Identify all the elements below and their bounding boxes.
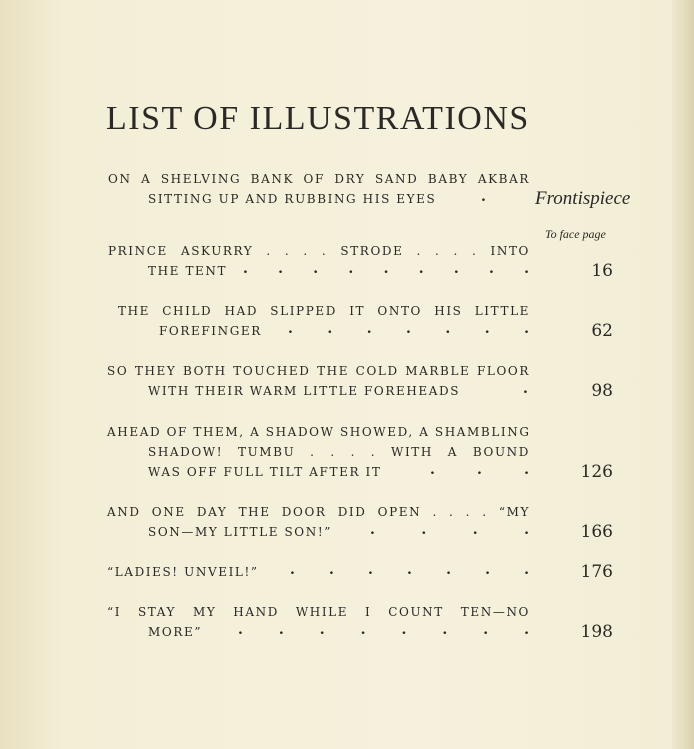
page-title: LIST OF ILLUSTRATIONS — [106, 100, 530, 137]
entry-8-line-2: MORE” — [148, 625, 203, 639]
entry-2-leader: . . . . . . . . . — [243, 261, 529, 277]
entry-4-line-1: SO THEY BOTH TOUCHED THE COLD MARBLE FLOOR — [107, 364, 530, 378]
entry-4-leader: . — [523, 381, 528, 397]
entry-5-line-2: SHADOW! TUMBU . . . . WITH A BOUND — [148, 445, 530, 459]
to-face-page-label: To face page — [545, 227, 606, 241]
entry-6-line-1: AND ONE DAY THE DOOR DID OPEN . . . . “MY — [107, 505, 530, 519]
entry-5-page: 126 — [580, 462, 613, 482]
entry-3-leader: . . . . . . . — [288, 321, 529, 337]
entry-3-line-1: THE CHILD HAD SLIPPED IT ONTO HIS LITTLE — [118, 304, 530, 318]
frontispiece-label: Frontispiece — [535, 188, 631, 209]
entry-4-line-2: WITH THEIR WARM LITTLE FOREHEADS — [148, 384, 461, 398]
entry-3-line-2: FOREFINGER — [159, 324, 262, 338]
entry-4-page: 98 — [591, 381, 613, 401]
entry-7-leader: . . . . . . . — [290, 562, 529, 578]
entry-7-page: 176 — [580, 562, 613, 582]
entry-5-line-1: AHEAD OF THEM, A SHADOW SHOWED, A SHAMBLING — [107, 425, 531, 439]
entry-1-line-1: ON A SHELVING BANK OF DRY SAND BABY AKBAR — [108, 172, 530, 186]
entry-7-line-1: “LADIES! UNVEIL!” — [107, 565, 259, 579]
entry-2-line-2: THE TENT — [148, 264, 228, 278]
entry-6-line-2: SON—MY LITTLE SON!” — [148, 525, 332, 539]
entry-2-line-1: PRINCE ASKURRY . . . . STRODE . . . . INTO — [108, 244, 530, 258]
entry-6-page: 166 — [580, 522, 613, 542]
entry-5-line-3: WAS OFF FULL TILT AFTER IT — [148, 465, 382, 479]
entry-5-leader: . . . — [430, 462, 529, 478]
entry-6-leader: . . . . — [370, 522, 529, 538]
entry-8-page: 198 — [580, 622, 613, 642]
page-gutter-shadow — [672, 0, 694, 749]
entry-1-leader: . — [481, 189, 486, 205]
entry-2-page: 16 — [591, 261, 613, 281]
entry-8-line-1: “I STAY MY HAND WHILE I COUNT TEN—NO — [107, 605, 530, 619]
entry-8-leader: . . . . . . . . — [238, 622, 529, 638]
entry-3-page: 62 — [591, 321, 613, 341]
entry-1-line-2: SITTING UP AND RUBBING HIS EYES — [148, 192, 437, 206]
